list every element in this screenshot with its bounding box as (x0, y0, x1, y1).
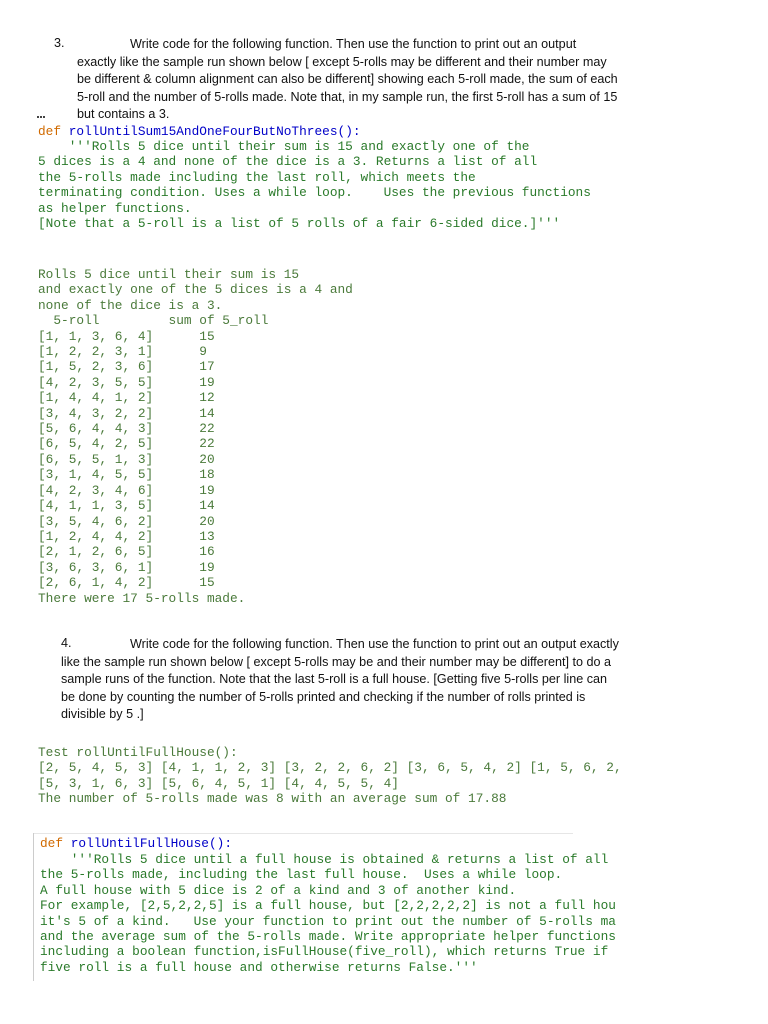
question-3-text (77, 36, 717, 124)
docstring-line: 5 dices is a 4 and none of the dice is a 3. Returns a list of all (38, 154, 538, 170)
question-4-number: 4. (61, 636, 72, 650)
question-3-line: Write code for the following function. Then use the function to print out an output (130, 37, 577, 51)
output-line: [3, 5, 4, 6, 2] 20 (38, 513, 215, 529)
docstring-line: and the average sum of the 5-rolls made. Write appropriate helper functions (40, 929, 616, 945)
docstring-line: '''Rolls 5 dice until a full house is obtained & returns a list of all (40, 852, 609, 867)
def-keyword: def (40, 836, 64, 851)
output-line: [2, 6, 1, 4, 2] 15 (38, 575, 215, 591)
question-3-line: 5-roll and the number of 5-rolls made. Note that, in my sample run, the first 5-roll has a sum of 15 (77, 89, 618, 104)
function-parens: (): (208, 836, 233, 851)
output-line: Test rollUntilFullHouse(): (38, 745, 238, 760)
docstring-line: the 5-rolls made including the last roll, which meets the (38, 169, 476, 185)
docstring-line: five roll is a full house and otherwise returns False.''' (40, 959, 478, 975)
output-line: There were 17 5-rolls made. (38, 590, 246, 606)
output-line: Rolls 5 dice until their sum is 15 (38, 267, 300, 282)
output-line: [6, 5, 5, 1, 3] 20 (38, 451, 215, 467)
docstring-line: the 5-rolls made, including the last full house. Uses a while loop. (40, 867, 563, 883)
docstring-line: it's 5 of a kind. Use your function to print out the number of 5-rolls ma (40, 913, 616, 929)
function-name: rollUntilSum15AndOneFourButNoThrees (68, 124, 338, 139)
output-line: [6, 5, 4, 2, 5] 22 (38, 436, 215, 452)
output-line: [5, 3, 1, 6, 3] [5, 6, 4, 5, 1] [4, 4, 5, 5, 4] (38, 775, 399, 791)
question-4-line: be done by counting the number of 5-rolls printed and checking if the number of rolls printed is (61, 689, 586, 704)
output-line: [4, 2, 3, 4, 6] 19 (38, 482, 215, 498)
output-line: [2, 1, 2, 6, 5] 16 (38, 544, 215, 560)
question-4-line: Write code for the following function. Then use the function to print out an output exactly (130, 637, 619, 651)
docstring-line: including a boolean function,isFullHouse(five_roll), which returns True if (40, 944, 609, 960)
q3-sample-output (38, 267, 353, 606)
docstring-line: as helper functions. (38, 200, 192, 216)
output-line: [3, 6, 3, 6, 1] 19 (38, 559, 215, 575)
question-4-line: sample runs of the function. Note that the last 5-roll is a full house. [Getting five 5-rolls per line can (61, 672, 608, 686)
output-line: none of the dice is a 3. (38, 297, 223, 313)
docstring-line: [Note that a 5-roll is a list of 5 rolls of a fair 6-sided dice.]''' (38, 216, 561, 232)
docstring-line: terminating condition. Uses a while loop. Uses the previous functions (38, 185, 591, 201)
output-line: and exactly one of the 5 dices is a 4 and (38, 282, 353, 298)
code-box-top-border (33, 833, 573, 834)
code-box-left-border (33, 833, 34, 981)
question-4-line: divisible by 5 .] (61, 707, 144, 721)
question-4-line: like the sample run shown below [ except 5-rolls may be and their number may be different] to do a (61, 654, 611, 669)
output-line: 5-roll sum of 5_roll (38, 313, 269, 329)
def-keyword: def (38, 124, 62, 139)
q3-docstring (38, 139, 591, 231)
output-line: [4, 1, 1, 3, 5] 14 (38, 498, 215, 514)
function-parens: (): (337, 124, 361, 139)
q4-function-def (40, 836, 232, 851)
output-line: [4, 2, 3, 5, 5] 19 (38, 374, 215, 390)
question-3-line: be different & column alignment can also be different] showing each 5-roll made, the sum of each (77, 72, 618, 86)
function-name: rollUntilFullHouse (70, 836, 209, 851)
output-line: [1, 2, 4, 4, 2] 13 (38, 528, 215, 544)
docstring-line: '''Rolls 5 dice until their sum is 15 and exactly one of the (38, 139, 530, 154)
output-line: [1, 2, 2, 3, 1] 9 (38, 344, 207, 360)
output-line: [2, 5, 4, 5, 3] [4, 1, 1, 2, 3] [3, 2, 2, 6, 2] [3, 6, 5, 4, 2] [1, 5, 6, 2, (38, 760, 622, 776)
question-4-text (61, 636, 741, 724)
question-3-number: 3. (54, 36, 65, 50)
output-line: [3, 4, 3, 2, 2] 14 (38, 405, 215, 421)
question-3-line: exactly like the sample run shown below [ except 5-rolls may be different and their number may (77, 54, 607, 69)
docstring-line: For example, [2,5,2,2,5] is a full house, but [2,2,2,2,2] is not a full hou (40, 898, 616, 914)
q4-docstring (40, 852, 758, 975)
q3-function-def (38, 124, 361, 139)
output-line: [1, 4, 4, 1, 2] 12 (38, 390, 215, 406)
output-line: [5, 6, 4, 4, 3] 22 (38, 421, 215, 437)
output-line: [3, 1, 4, 5, 5] 18 (38, 467, 215, 483)
question-3-line: but contains a 3. (77, 107, 170, 121)
output-line: [1, 1, 3, 6, 4] 15 (38, 328, 215, 344)
output-line: The number of 5-rolls made was 8 with an average sum of 17.88 (38, 791, 507, 807)
output-line: [1, 5, 2, 3, 6] 17 (38, 359, 215, 375)
separator-mark (37, 116, 45, 121)
docstring-line: A full house with 5 dice is 2 of a kind and 3 of another kind. (40, 882, 517, 898)
q4-sample-output (38, 745, 622, 807)
